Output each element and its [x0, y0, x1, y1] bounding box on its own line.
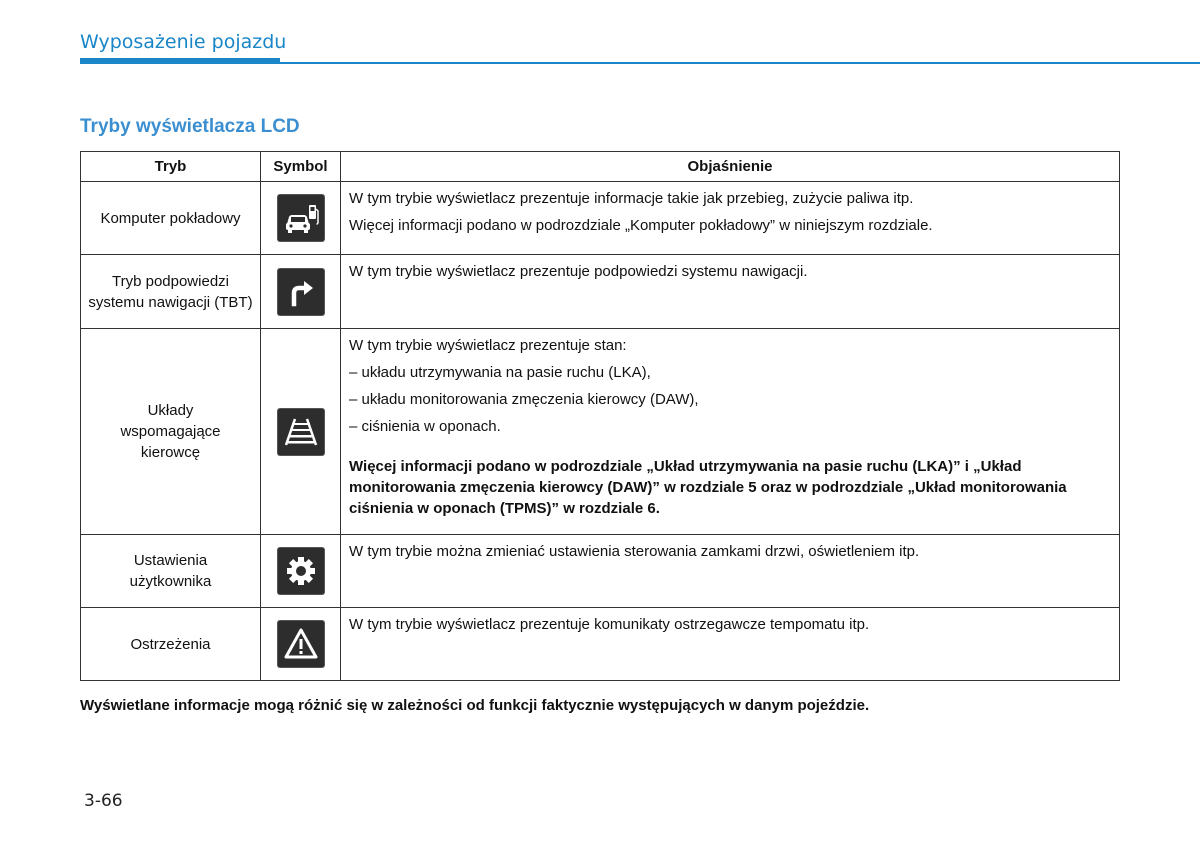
header-symbol: Symbol [261, 152, 341, 182]
header-rule-thin [280, 62, 1200, 64]
table-row [81, 329, 1120, 535]
symbol-cell [261, 255, 341, 329]
turn-right-arrow-icon [278, 269, 324, 315]
warning-triangle-icon [278, 621, 324, 667]
lcd-modes-table [80, 151, 1120, 681]
mode-cell: Tryb podpowiedzi systemu nawigacji (TBT) [81, 255, 261, 329]
symbol-cell [261, 329, 341, 535]
mode-cell: Komputer pokładowy [81, 182, 261, 255]
section-title: Tryby wyświetlacza LCD [80, 116, 300, 137]
symbol-cell [261, 608, 341, 681]
description-cell [341, 608, 1120, 681]
table-row [81, 182, 1120, 255]
description-cell [341, 182, 1120, 255]
header-description: Objaśnienie [341, 152, 1120, 182]
description-line: W tym trybie można zmieniać ustawienia sterowania zamkami drzwi, oświetleniem itp. [349, 543, 920, 560]
description-line: – układu utrzymywania na pasie ruchu (LKA), [349, 364, 651, 381]
description-line: – układu monitorowania zmęczenia kierowcy (DAW), [349, 391, 699, 408]
description-line: W tym trybie wyświetlacz prezentuje informacje takie jak przebieg, zużycie paliwa itp. [349, 190, 914, 207]
description-line: Więcej informacji podano w podrozdziale „Komputer pokładowy” w niniejszym rozdziale. [349, 217, 933, 234]
table-row [81, 535, 1120, 608]
mode-cell: Układy wspomagające kierowcę [81, 329, 261, 535]
mode-cell: Ostrzeżenia [81, 608, 261, 681]
trip-computer-icon [278, 195, 324, 241]
table-row [81, 255, 1120, 329]
symbol-cell [261, 182, 341, 255]
description-line: W tym trybie wyświetlacz prezentuje stan: [349, 337, 627, 354]
description-line: W tym trybie wyświetlacz prezentuje komunikaty ostrzegawcze tempomatu itp. [349, 616, 870, 633]
page-number: 3-66 [84, 791, 123, 811]
gear-icon [278, 548, 324, 594]
symbol-cell [261, 535, 341, 608]
description-line: W tym trybie wyświetlacz prezentuje podpowiedzi systemu nawigacji. [349, 263, 808, 280]
description-cell [341, 255, 1120, 329]
header-rule-thick [80, 58, 280, 64]
description-cell [341, 535, 1120, 608]
description-note: Więcej informacji podano w podrozdziale „Układ utrzymywania na pasie ruchu (LKA)” i „Układ monitorowania zmęczenia kierowcy (DAW)” w rozdziale 5 oraz w podrozdziale „Układ monitorowania ciśnienia w oponach (TPMS)” w rozdziale 6. [349, 458, 1067, 517]
footnote: Wyświetlane informacje mogą różnić się w zależności od funkcji faktycznie występujących w danym pojeździe. [80, 697, 870, 714]
mode-cell: Ustawienia użytkownika [81, 535, 261, 608]
table-header-row [81, 152, 1120, 182]
description-cell [341, 329, 1120, 535]
lane-assist-icon [278, 409, 324, 455]
header-title: Wyposażenie pojazdu [80, 31, 287, 53]
header-mode: Tryb [81, 152, 261, 182]
description-line: – ciśnienia w oponach. [349, 418, 501, 435]
table-row [81, 608, 1120, 681]
